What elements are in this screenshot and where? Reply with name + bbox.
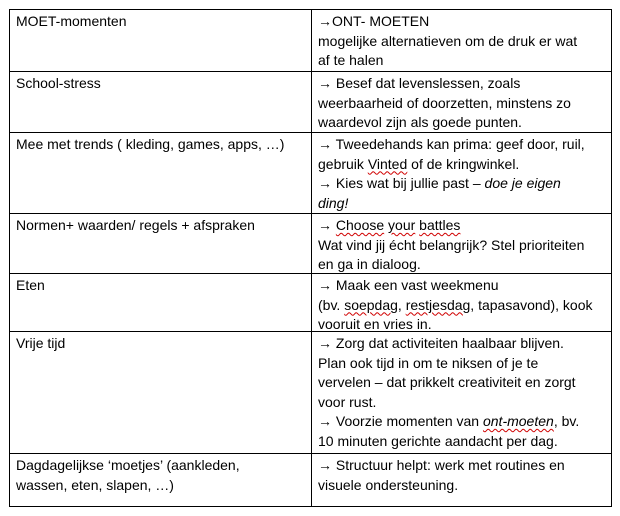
row-label-cell: [10, 454, 312, 506]
spellcheck-word: your: [388, 217, 416, 233]
text-span: → Kies wat bij jullie past –: [318, 175, 485, 191]
row-label: Normen+ waarden/ regels + afspraken: [16, 217, 255, 233]
row-label-cell: [10, 72, 312, 132]
row-label-cell: [10, 274, 312, 331]
advice-line: en ga in dialoog.: [318, 256, 421, 272]
row-advice-cell: [312, 332, 611, 453]
advice-line: [318, 412, 605, 432]
spellcheck-word: restjesdag: [405, 296, 471, 313]
table-row: [10, 454, 611, 506]
row-label-cell: [10, 133, 312, 213]
moet-momenten-table: [9, 9, 612, 507]
row-label: Mee met trends ( kleding, games, apps, …): [16, 136, 285, 152]
text-span: , bv.: [553, 413, 580, 429]
row-label: Eten: [16, 277, 45, 293]
text-span: ,: [397, 296, 406, 313]
spellcheck-word: battles: [419, 217, 461, 233]
row-label: Dagdagelijkse ‘moetjes’ (aankleden,: [16, 457, 240, 473]
spellcheck-word: soepdag: [344, 296, 398, 313]
spellcheck-word: Vinted: [367, 155, 408, 172]
spellcheck-word: Choose: [335, 217, 385, 233]
italic-text: doe je eigen: [484, 175, 561, 191]
row-label: wassen, eten, slapen, …): [16, 476, 174, 493]
text-span: →: [318, 217, 336, 233]
advice-line: Plan ook tijd in om te niksen of je te: [318, 354, 539, 371]
row-advice-cell: [312, 214, 611, 273]
advice-line: af te halen: [318, 52, 384, 68]
table-row: [10, 72, 611, 133]
spellcheck-word: ont-moeten: [482, 413, 554, 429]
advice-line: waardevol zijn als goede punten.: [318, 114, 522, 130]
advice-line: mogelijke alternatieven om de druk er wat: [318, 32, 578, 49]
row-advice-cell: [312, 133, 611, 213]
row-label-cell: [10, 10, 312, 71]
advice-line: [318, 296, 605, 316]
advice-line: voor rust.: [318, 393, 377, 410]
advice-line: → Besef dat levenslessen, zoals: [318, 75, 521, 91]
table-row: [10, 332, 611, 454]
table-row: [10, 274, 611, 332]
advice-line: [318, 155, 605, 175]
advice-line: vervelen – dat prikkelt creativiteit en zorgt: [318, 374, 576, 390]
row-advice-cell: [312, 454, 611, 506]
row-advice-cell: [312, 274, 611, 331]
advice-line: → Structuur helpt: werk met routines en: [318, 457, 565, 473]
table-row: [10, 133, 611, 214]
table-row: [10, 10, 611, 72]
advice-line: → Maak een vast weekmenu: [318, 277, 499, 293]
row-advice-cell: [312, 10, 611, 71]
text-span: , tapasavond), kook: [470, 296, 593, 313]
text-span: → Voorzie momenten van: [318, 413, 483, 429]
row-advice-cell: [312, 72, 611, 132]
advice-line: → Zorg dat activiteiten haalbaar blijven.: [318, 335, 564, 351]
advice-line: ding!: [318, 194, 349, 211]
row-label-cell: [10, 214, 312, 273]
advice-line: [318, 216, 605, 236]
text-span: gebruik: [318, 155, 368, 172]
row-label: Vrije tijd: [16, 335, 66, 351]
advice-line: 10 minuten gerichte aandacht per dag.: [318, 432, 558, 449]
table-row: [10, 214, 611, 274]
advice-line: [318, 174, 605, 194]
advice-line: → Tweedehands kan prima: geef door, ruil,: [318, 136, 585, 152]
text-span: (bv.: [318, 296, 345, 313]
advice-line: →ONT- MOETEN: [318, 13, 430, 29]
row-label-cell: [10, 332, 312, 453]
advice-line: weerbaarheid of doorzetten, minstens zo: [318, 94, 571, 111]
row-label: School-stress: [16, 75, 101, 91]
text-span: of de kringwinkel.: [407, 155, 520, 172]
advice-line: visuele ondersteuning.: [318, 476, 459, 493]
row-label: MOET-momenten: [16, 13, 127, 29]
advice-line: vooruit en vries in.: [318, 316, 432, 332]
advice-line: Wat vind jij écht belangrijk? Stel prioriteiten: [318, 236, 585, 253]
